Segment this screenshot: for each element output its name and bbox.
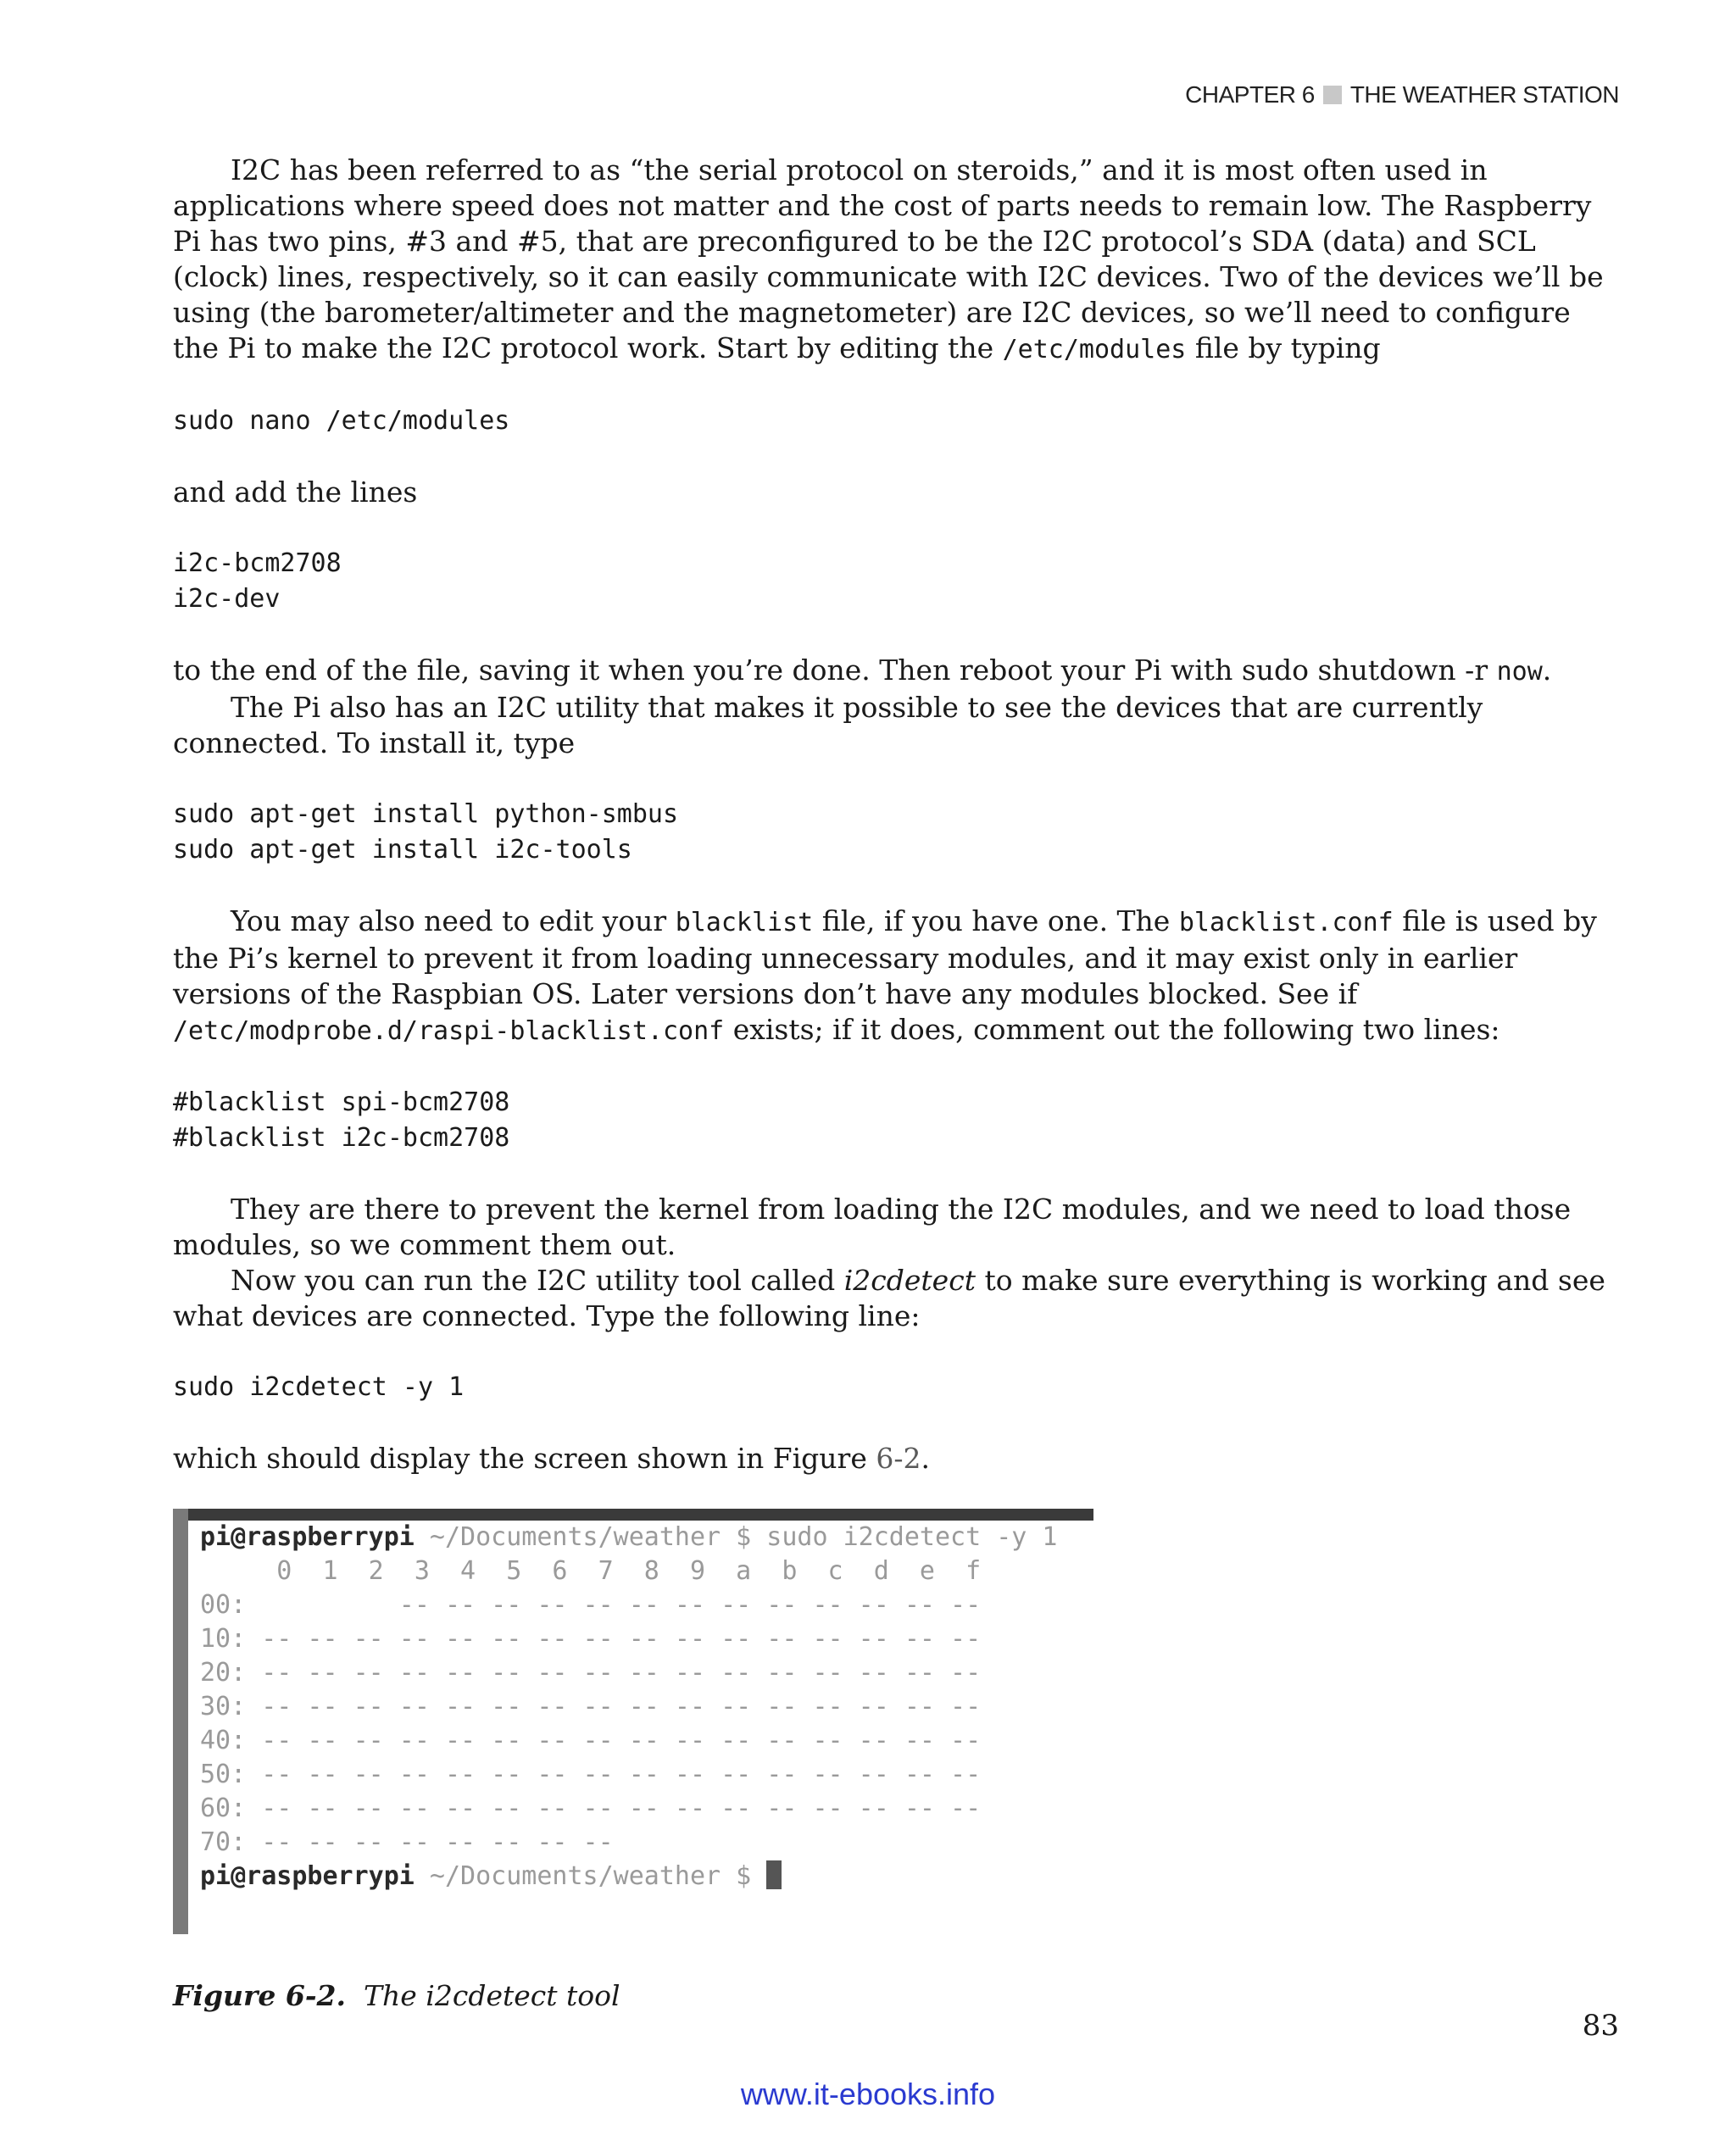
terminal-row-70: 70: -- -- -- -- -- -- -- --: [200, 1827, 614, 1857]
section-title: THE WEATHER STATION: [1349, 81, 1619, 108]
inline-code-blacklist: blacklist: [675, 908, 814, 937]
paragraph-i2c-utility: The Pi also has an I2C utility that makes it possible to see the devices that are currently connected. To install it, type: [173, 691, 1483, 759]
terminal-row-00: 00: -- -- -- -- -- -- -- -- -- -- -- -- --: [200, 1590, 982, 1620]
inline-code-blacklist-conf: blacklist.conf: [1178, 908, 1394, 937]
paragraph-figure-ref: which should display the screen shown in Figure 6-2.: [173, 1442, 931, 1475]
terminal-command-line: ~/Documents/weather $ sudo i2cdetect -y 1: [414, 1522, 1058, 1552]
terminal-row-10: 10: -- -- -- -- -- -- -- -- -- -- -- -- -- -- -- --: [200, 1624, 982, 1654]
terminal-final-path: ~/Documents/weather $: [414, 1861, 767, 1891]
paragraph-i2c-intro: I2C has been referred to as “the serial protocol on steroids,” and it is most often used in applications where speed does not matter and the cost of parts needs to remain low. The Raspberry Pi has two pins, #3 and #5, that are preconfigured to be the I2C protocol’s SDA (data) and SCL (clock) lines, respectively, so it can easily communicate with I2C devices. Two of the devices we’ll be using (the barometer/altimeter and the magnetometer) are I2C devices, so we’ll need to configure the Pi to make the I2C protocol work. Start by editing the /etc/modules file by typing: [173, 153, 1604, 364]
code-block-install-line2: sudo apt-get install i2c-tools: [173, 835, 632, 865]
code-block-install-line1: sudo apt-get install python-smbus: [173, 799, 679, 829]
inline-code-etc-modules: /etc/modules: [1002, 335, 1187, 364]
footer-website-link[interactable]: www.it-ebooks.info: [740, 2077, 996, 2111]
code-block-nano: sudo nano /etc/modules: [173, 406, 510, 436]
inline-code-now: now: [1496, 657, 1543, 687]
terminal-row-20: 20: -- -- -- -- -- -- -- -- -- -- -- -- -- -- -- --: [200, 1658, 982, 1688]
inline-code-raspi-blacklist-path: /etc/modprobe.d/raspi-blacklist.conf: [173, 1016, 725, 1046]
running-header: [1185, 81, 1619, 108]
terminal-output: [200, 1521, 1057, 1894]
header-separator-square: [1323, 86, 1342, 104]
terminal-screenshot-figure: [173, 1509, 1093, 1934]
page-body: [173, 153, 1614, 2014]
terminal-column-header: 0 1 2 3 4 5 6 7 8 9 a b c d e f: [200, 1556, 982, 1586]
emphasis-i2cdetect: i2cdetect: [843, 1264, 976, 1297]
code-block-i2cdetect: sudo i2cdetect -y 1: [173, 1372, 465, 1402]
paragraph-run-i2cdetect: Now you can run the I2C utility tool called i2cdetect to make sure everything is working and see what devices are connected. Type the following line:: [173, 1264, 1605, 1332]
terminal-prompt-final: pi@raspberrypi: [200, 1861, 415, 1891]
paragraph-reboot: to the end of the file, saving it when you’re done. Then reboot your Pi with sudo shutdown -r now.: [173, 653, 1552, 687]
code-block-modules-line1: i2c-bcm2708: [173, 548, 342, 578]
terminal-row-60: 60: -- -- -- -- -- -- -- -- -- -- -- -- -- -- -- --: [200, 1793, 982, 1823]
terminal-titlebar: [173, 1509, 1093, 1521]
terminal-row-30: 30: -- -- -- -- -- -- -- -- -- -- -- -- -- -- -- --: [200, 1692, 982, 1721]
paragraph-add-lines: and add the lines: [173, 475, 418, 509]
paragraph-kernel-modules: They are there to prevent the kernel from loading the I2C modules, and we need to load those modules, so we comment them out.: [173, 1193, 1572, 1261]
terminal-row-50: 50: -- -- -- -- -- -- -- -- -- -- -- -- -- -- -- --: [200, 1760, 982, 1789]
paragraph-blacklist: You may also need to edit your blacklist file, if you have one. The blacklist.conf file is used by the Pi’s kernel to prevent it from loading unnecessary modules, and it may exist only in earlier versions of the Raspbian OS. Later versions don’t have any modules blocked. See if /etc/modprobe.d/raspi-blacklist.conf exists; if it does, comment out the following two lines:: [173, 904, 1597, 1046]
terminal-row-40: 40: -- -- -- -- -- -- -- -- -- -- -- -- -- -- -- --: [200, 1726, 982, 1755]
code-block-modules-line2: i2c-dev: [173, 584, 281, 614]
figure-caption: [173, 1978, 1614, 2014]
figure-caption-text: The i2cdetect tool: [364, 1979, 620, 2012]
figure-caption-label: Figure 6-2.: [173, 1979, 347, 2012]
terminal-cursor-icon: [766, 1860, 782, 1889]
code-block-blacklist-line2: #blacklist i2c-bcm2708: [173, 1123, 510, 1153]
figure-reference-link[interactable]: 6-2: [876, 1442, 921, 1475]
code-block-blacklist-line1: #blacklist spi-bcm2708: [173, 1087, 510, 1117]
page-number: 83: [1582, 2009, 1619, 2043]
chapter-label: CHAPTER 6: [1185, 81, 1315, 108]
terminal-prompt: pi@raspberrypi: [200, 1522, 415, 1552]
